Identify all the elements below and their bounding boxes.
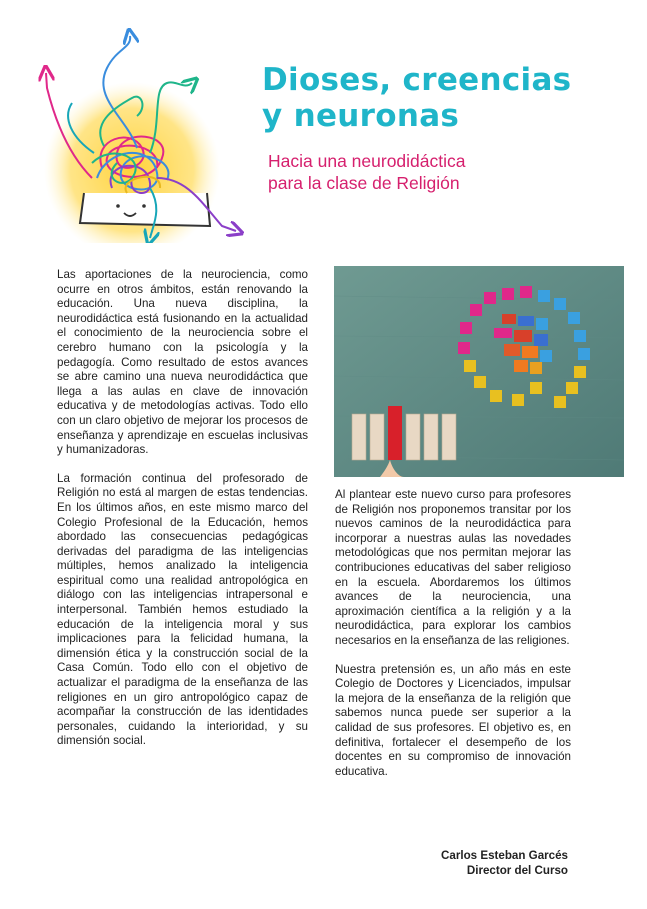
left-text-column — [57, 268, 308, 763]
scribbled-brain-head-illustration — [32, 28, 254, 243]
page-title — [262, 62, 632, 134]
doodle-head-icon — [32, 28, 254, 243]
right-text-column — [335, 488, 571, 793]
signature-name: Carlos Esteban Garcés — [441, 849, 568, 862]
subtitle-line-2: para la clase de Religión — [268, 173, 460, 193]
title-line-2: y neuronas — [262, 98, 460, 134]
subtitle-line-1: Hacia una neurodidáctica — [268, 151, 466, 171]
right-paragraph-1: Al plantear este nuevo curso para profesores de Religión nos proponemos transitar por los nuevos caminos de la neurodidáctica para incorporar a nuestras aulas las novedades metodológicas que nos permitan mejorar las contribuciones educativas del saber religioso en la escuela. Abordaremos los últimos avances de la neurociencia, una aproximación científica a la religión y a la neurodidáctica, para explorar los cambios necesarios en la enseñanza de las religiones. — [335, 488, 571, 647]
title-line-1: Dioses, creencias — [262, 62, 572, 98]
page-subtitle — [268, 150, 628, 194]
wooden-blocks-brain-photo — [334, 266, 624, 477]
signature-block — [380, 848, 568, 878]
left-paragraph-1: Las aportaciones de la neurociencia, como ocurre en otros ámbitos, están renovando la educación. Una nueva disciplina, la neurodidáctica está fusionando en la actualidad el conocimiento de la neurociencia sobre el cerebro humano con la psicología y la pedagogía. Como resultado de estos avances se abre camino una nueva neurodidáctica que llega a las aulas en clave de innovación educativa y de metodologías activas. Todo ello con un claro objetivo de mejorar los procesos de enseñanza y aprendizaje en escuelas inclusivas y humanizadoras. — [57, 268, 308, 457]
colorful-blocks-brain-icon — [334, 266, 624, 477]
left-paragraph-2: La formación continua del profesorado de Religión no está al margen de estas tendencias. En los últimos años, en este mismo marco del Colegio Profesional de la Educación, hemos abordado las consecuencias pedagógicas derivadas del paradigma de las inteligencias múltiples, hemos analizado la inteligencia espiritual como una realidad antropológica en diálogo con las inteligencias intrapersonal e interpersonal. También hemos estudiado la educación de la inteligencia moral y sus implicaciones para la felicidad humana, la dimensión ética y la construcción social de la Casa Común. Todo ello con el objetivo de actualizar el paradigma de la enseñanza de las religiones en un giro antropológico capaz de acompañar la construcción de las identidades personales, cuidando la interioridad, y su dimensión social. — [57, 471, 308, 748]
right-paragraph-2: Nuestra pretensión es, un año más en este Colegio de Doctores y Licenciados, impulsar la mejora de la enseñanza de la religión que sabemos nunca puede ser superior a la calidad de sus profesores. El objetivo es, en definitiva, fortalecer el desempeño de los docentes en su compromiso de innovación educativa. — [335, 662, 571, 778]
signature-role: Director del Curso — [466, 864, 568, 877]
